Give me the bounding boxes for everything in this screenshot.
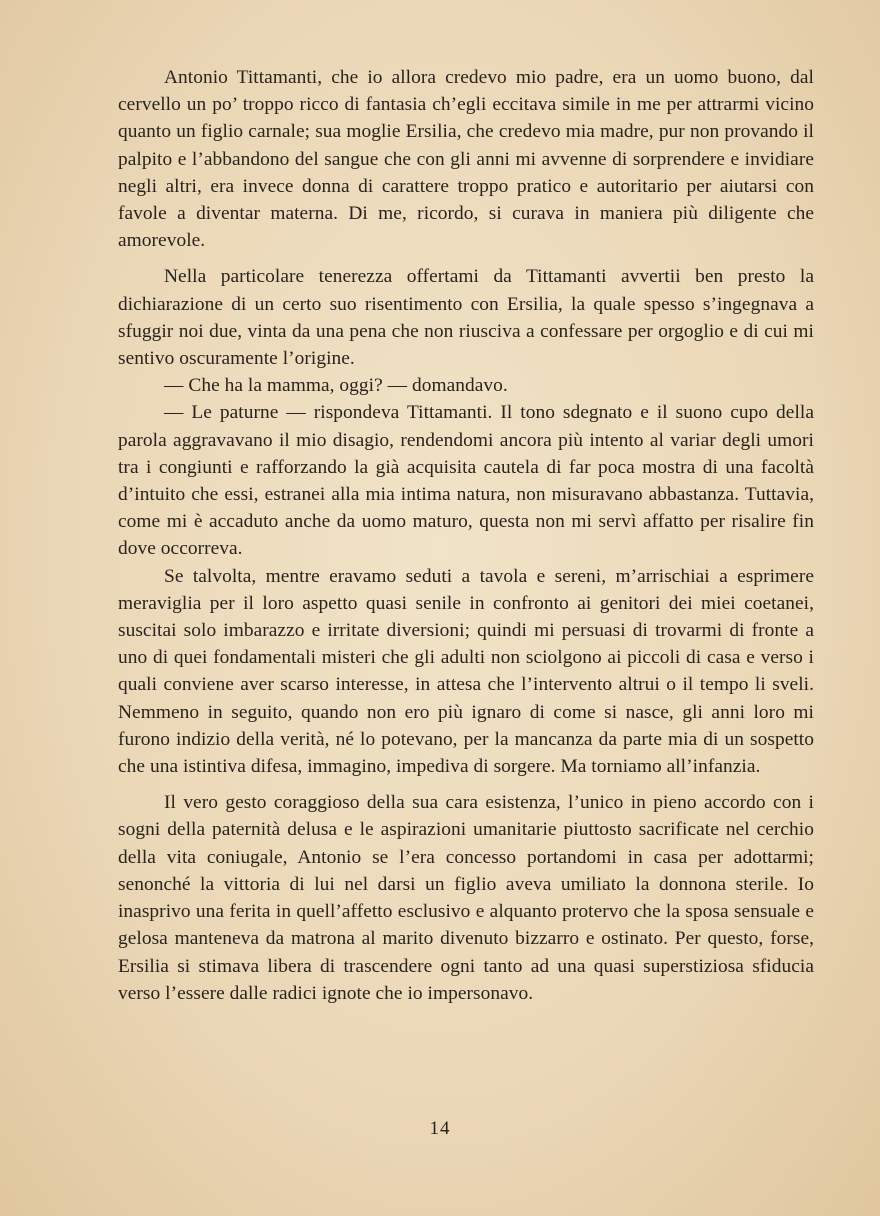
dialogue-line-2: — Le paturne — rispondeva Tittamanti. Il tono sdegnato e il suono cupo della parola aggravavano il mio disagio, rendendomi ancora più intento al variar degli umori tra i congiunti e rafforzando la già acquisita cautela di far poca mostra di una facoltà d’intuito che essi, estranei alla mia intima natura, non misuravano abbastanza. Tuttavia, come mi è accaduto anche da uomo maturo, questa non mi servì affatto per risalire fin dove occorreva.: [118, 402, 814, 560]
paragraph-1: Antonio Tittamanti, che io allora credevo mio padre, era un uomo buono, dal cervello un po’ troppo ricco di fantasia ch’egli eccitava simile in me per attrarmi vicino quanto un figlio carnale; sua moglie Ersilia, che credevo mia madre, pur non provando il palpito e l’abbandono del sangue che con gli anni mi avvenne di sorprendere e invidiare negli altri, era invece donna di carattere troppo pratico e autoritario per aiutarsi con favole a diventar materna. Di me, ricordo, si curava in maniera più diligente che amorevole.: [118, 67, 814, 252]
paragraph-2: Nella particolare tenerezza offertami da Tittamanti avvertii ben presto la dichiarazione di un certo suo risentimento con Ersilia, la quale spesso s’ingegnava a sfuggir noi due, vinta da una pena che non riusciva a confessare per orgoglio e di cui mi sentivo oscuramente l’origine.: [118, 266, 814, 370]
paragraph-4: Il vero gesto coraggioso della sua cara esistenza, l’unico in pieno accordo con i sogni della paternità delusa e le aspirazioni umanitarie piuttosto sacrificate nel cerchio della vita coniugale, Antonio se l’era concesso portandomi in casa per adottarmi; senonché la vittoria di lui nel darsi un figlio aveva umiliato la donnona sterile. Io inasprivo una ferita in quell’affetto esclusivo e alquanto protervo che la sposa sensuale e gelosa manteneva da matrona al marito divenuto bizzarro e ostinato. Per questo, forse, Ersilia si stimava libera di trascendere ogni tanto ad una quasi superstiziosa sfiducia verso l’essere dalle radici ignote che io impersonavo.: [118, 792, 814, 1004]
paragraph-3: Se talvolta, mentre eravamo seduti a tavola e sereni, m’arrischiai a esprimere meraviglia per il loro aspetto quasi senile in confronto ai genitori dei miei coetanei, suscitai solo imbarazzo e irritate diversioni; quindi mi persuasi di trovarmi di fronte a uno di quei fondamentali misteri che gli adulti non sciolgono ai piccoli di casa e verso i quali conviene aver scarso interesse, in attesa che l’intervento altrui o il tempo li sveli. Nemmeno in seguito, quando non ero più ignaro di come si nasce, gli anni loro mi furono indizio della verità, né lo potevano, per la mancanza da parte mia di un sospetto che una istintiva difesa, immagino, impediva di sorgere. Ma torniamo all’infanzia.: [118, 565, 814, 778]
dialogue-line-1: — Che ha la mamma, oggi? — domandavo.: [164, 375, 508, 397]
page-number: 14: [429, 1118, 451, 1139]
body-text: [118, 64, 814, 1007]
